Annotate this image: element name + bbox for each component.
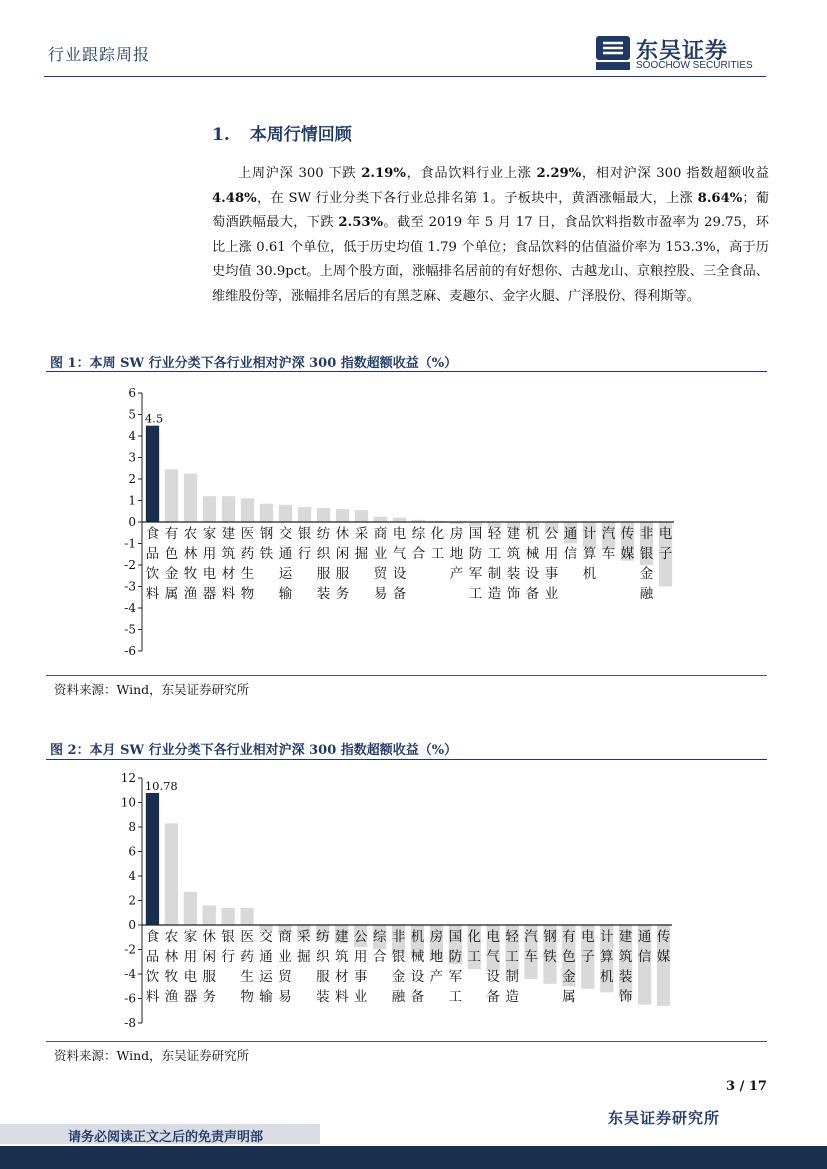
chart2-category-label: 传媒 <box>656 929 671 965</box>
chart1-category-label: 有色金属 <box>164 526 179 602</box>
disclaimer-banner <box>0 1124 320 1144</box>
chart1-category-label: 综合 <box>411 526 426 562</box>
chart1-category-label: 非银金融 <box>639 526 654 602</box>
chart2-y-tick-label: -2 <box>124 942 136 957</box>
chart1-category-label: 国防军工 <box>468 526 483 602</box>
chart2-category-label: 公用事业 <box>353 929 368 1005</box>
chart1-bar <box>203 496 216 522</box>
chart1-category-label: 传媒 <box>620 526 635 562</box>
chart2-category-label: 医药生物 <box>240 929 254 1005</box>
chart2-category-label: 化工 <box>467 929 481 965</box>
paragraph-text: ；葡萄酒跌幅最大，下跌 <box>212 190 769 231</box>
chart2-category-label: 休闲服务 <box>202 929 216 1005</box>
brand-name-en: SOOCHOW SECURITIES <box>636 60 753 71</box>
paragraph-figure: 2.29% <box>536 166 582 181</box>
chart1-bar <box>241 498 254 522</box>
chart1-y-tick-label: 6 <box>128 386 136 400</box>
chart1-category-label: 电子 <box>658 526 673 562</box>
figure-2-bottom-rule <box>46 1041 767 1042</box>
chart2-bar <box>222 908 235 925</box>
chart2-category-label: 采掘 <box>297 929 311 965</box>
paragraph-figure: 4.48% <box>212 190 257 206</box>
figure-1-top-rule <box>46 371 767 372</box>
paragraph-figure: 2.19% <box>361 166 406 181</box>
chart2-category-label: 建筑材料 <box>335 929 349 1005</box>
figure-1-bottom-rule <box>46 675 767 676</box>
chart2-category-label: 国防军工 <box>448 929 463 1005</box>
brand-logo <box>594 34 770 74</box>
chart1-category-label: 商业贸易 <box>373 526 388 602</box>
paragraph-text: 上周沪深 300 下跌 <box>238 166 362 181</box>
paragraph-text: ，食品饮料行业上涨 <box>405 166 537 181</box>
chart1-category-label: 汽车 <box>601 526 616 562</box>
figure-2-chart <box>46 762 767 1040</box>
chart2-y-tick-label: -6 <box>124 991 136 1006</box>
chart2-category-label: 电气设备 <box>486 929 500 1005</box>
chart2-y-tick-label: 10 <box>120 795 136 810</box>
paragraph-figure: 2.53% <box>338 215 384 231</box>
figure-1-caption: 图 1：本周 SW 行业分类下各行业相对沪深 300 指数超额收益（%） <box>50 356 458 371</box>
chart1-y-tick-label: 5 <box>128 407 136 422</box>
chart1-y-tick-label: 3 <box>128 450 136 465</box>
footer-institute: 东吴证券研究所 <box>608 1109 721 1127</box>
paragraph-text: ，相对沪深 300 指数超额收益 <box>581 166 769 181</box>
chart2-y-tick-label: 8 <box>128 820 136 834</box>
chart1-category-label: 农林牧渔 <box>183 526 198 602</box>
chart1-category-label: 电气设备 <box>392 526 407 602</box>
chart1-category-label: 通信 <box>563 526 578 562</box>
figure-1-chart <box>46 374 767 674</box>
chart2-y-tick-label: 4 <box>128 869 136 883</box>
chart1-category-label: 医药生物 <box>240 526 255 602</box>
chart2-category-label: 食品饮料 <box>145 929 160 1005</box>
chart2-category-label: 汽车 <box>524 929 538 965</box>
chart2-category-label: 房地产 <box>429 929 444 985</box>
soochow-logo-icon <box>594 34 632 72</box>
chart1-category-label: 家用电器 <box>202 526 217 602</box>
chart1-category-label: 房地产 <box>449 526 464 582</box>
chart2-category-label: 钢铁 <box>543 929 557 965</box>
chart1-category-label: 轻工制造 <box>487 526 502 602</box>
page-number: 3 / 17 <box>726 1079 767 1094</box>
chart1-category-label: 公用事业 <box>544 526 559 602</box>
chart2-y-tick-label: -4 <box>124 967 136 981</box>
chart1-bar <box>260 504 273 522</box>
report-type-label: 行业跟踪周报 <box>48 45 151 64</box>
chart2-category-label: 非银金融 <box>391 929 406 1005</box>
chart2-category-label: 商业贸易 <box>278 929 292 1005</box>
chart2-bar <box>203 905 216 925</box>
chart1-bar <box>165 469 178 522</box>
chart1-y-tick-label: -5 <box>124 622 136 637</box>
chart1-y-tick-label: -1 <box>124 536 136 551</box>
chart1-category-label: 纺织服装 <box>316 526 331 602</box>
header-divider <box>44 76 766 77</box>
section-title: 本周行情回顾 <box>249 125 352 145</box>
chart1-y-tick-label: -2 <box>124 558 136 572</box>
chart2-y-tick-label: 6 <box>128 844 136 859</box>
chart1-bar <box>317 508 330 522</box>
chart2-data-label: 10.78 <box>144 778 178 793</box>
chart1-bar <box>184 474 197 522</box>
chart2-category-label: 纺织服装 <box>316 929 330 1005</box>
chart2-category-label: 建筑装饰 <box>618 929 633 1005</box>
chart1-bar <box>374 517 387 522</box>
paragraph-text: 。截至 2019 年 5 月 17 日，食品饮料指数市盈率为 29.75，环比上涨 0.61 个单位，低于历史均值 1.79 个单位；食品饮料的估值溢价率为 153.3%，高于历史均值 30.9pct。上周个股方面，涨幅排名居前的有好想你、古越龙山、京粮控股、三全食品、维维股份等，涨幅排名居后的有黑芝麻、麦趣尔、金字火腿、广泽股份、得利斯等。 <box>212 215 769 304</box>
chart2-y-tick-label: -8 <box>124 1016 136 1030</box>
chart1-y-tick-label: -6 <box>124 644 136 658</box>
chart1-y-tick-label: -4 <box>124 601 136 615</box>
chart1-category-label: 休闲服务 <box>335 526 350 602</box>
chart1-category-label: 建筑材料 <box>221 526 236 602</box>
chart1-y-tick-label: 2 <box>128 472 136 486</box>
chart2-bar <box>165 823 178 925</box>
chart1-category-label: 化工 <box>430 526 445 562</box>
chart1-bar <box>336 509 349 522</box>
chart1-category-label: 建筑装饰 <box>506 526 521 602</box>
figure-2-source: 资料来源：Wind，东吴证券研究所 <box>54 1048 250 1063</box>
brand-name-cn: 东吴证券 <box>636 39 729 64</box>
chart2-category-label: 交通运输 <box>259 929 273 1005</box>
chart2-category-label: 轻工制造 <box>505 929 519 1005</box>
chart2-bar <box>240 908 253 925</box>
section-number: 1. <box>212 125 230 145</box>
chart2-y-tick-label: 12 <box>120 771 136 785</box>
chart1-category-label: 交通运输 <box>278 526 293 602</box>
chart2-category-label: 计算机 <box>600 929 614 985</box>
chart1-bar <box>279 505 292 522</box>
chart2-bar <box>146 793 159 925</box>
chart1-y-tick-label: 4 <box>128 429 136 443</box>
chart2-category-label: 农林牧渔 <box>164 929 179 1005</box>
chart2-category-label: 电子 <box>581 929 595 965</box>
chart1-category-label: 钢铁 <box>259 526 274 562</box>
chart1-bar <box>146 426 159 522</box>
chart1-data-label: 4.5 <box>144 411 164 426</box>
paragraph-text: ，在 SW 行业分类下各行业总排名第 1。子板块中，黄酒涨幅最大，上涨 <box>256 190 698 206</box>
chart2-y-tick-label: 0 <box>128 918 136 932</box>
paragraph-figure: 8.64% <box>697 190 743 206</box>
chart2-category-label: 家用电器 <box>183 929 198 1005</box>
chart1-category-label: 银行 <box>297 526 312 562</box>
figure-2-top-rule <box>46 759 767 760</box>
footer-bar <box>0 1146 827 1169</box>
chart1-bar <box>222 496 235 522</box>
figure-1-source: 资料来源：Wind，东吴证券研究所 <box>54 682 250 697</box>
summary-paragraph <box>212 162 769 310</box>
chart1-category-label: 计算机 <box>582 526 597 582</box>
chart1-category-label: 机械设备 <box>525 526 540 602</box>
figure-2-caption: 图 2：本月 SW 行业分类下各行业相对沪深 300 指数超额收益（%） <box>50 743 458 758</box>
chart1-y-tick-label: 1 <box>128 493 136 508</box>
chart2-category-label: 银行 <box>221 929 235 965</box>
chart1-y-tick-label: 0 <box>128 515 136 529</box>
chart1-bar <box>393 518 406 522</box>
chart1-category-label: 食品饮料 <box>145 526 160 602</box>
chart2-category-label: 综合 <box>372 929 387 965</box>
disclaimer-text: 请务必阅读正文之后的免责声明部 <box>68 1130 264 1145</box>
chart1-category-label: 采掘 <box>354 526 369 562</box>
chart2-y-tick-label: 2 <box>128 893 136 908</box>
chart1-bar <box>355 510 368 522</box>
chart1-bar <box>298 507 311 522</box>
section-heading <box>212 120 352 145</box>
chart1-y-tick-label: -3 <box>124 579 136 594</box>
chart2-bar <box>184 892 197 925</box>
chart2-category-label: 有色金属 <box>562 929 576 1005</box>
chart2-category-label: 通信 <box>637 929 652 965</box>
chart2-category-label: 机械设备 <box>410 929 425 1005</box>
